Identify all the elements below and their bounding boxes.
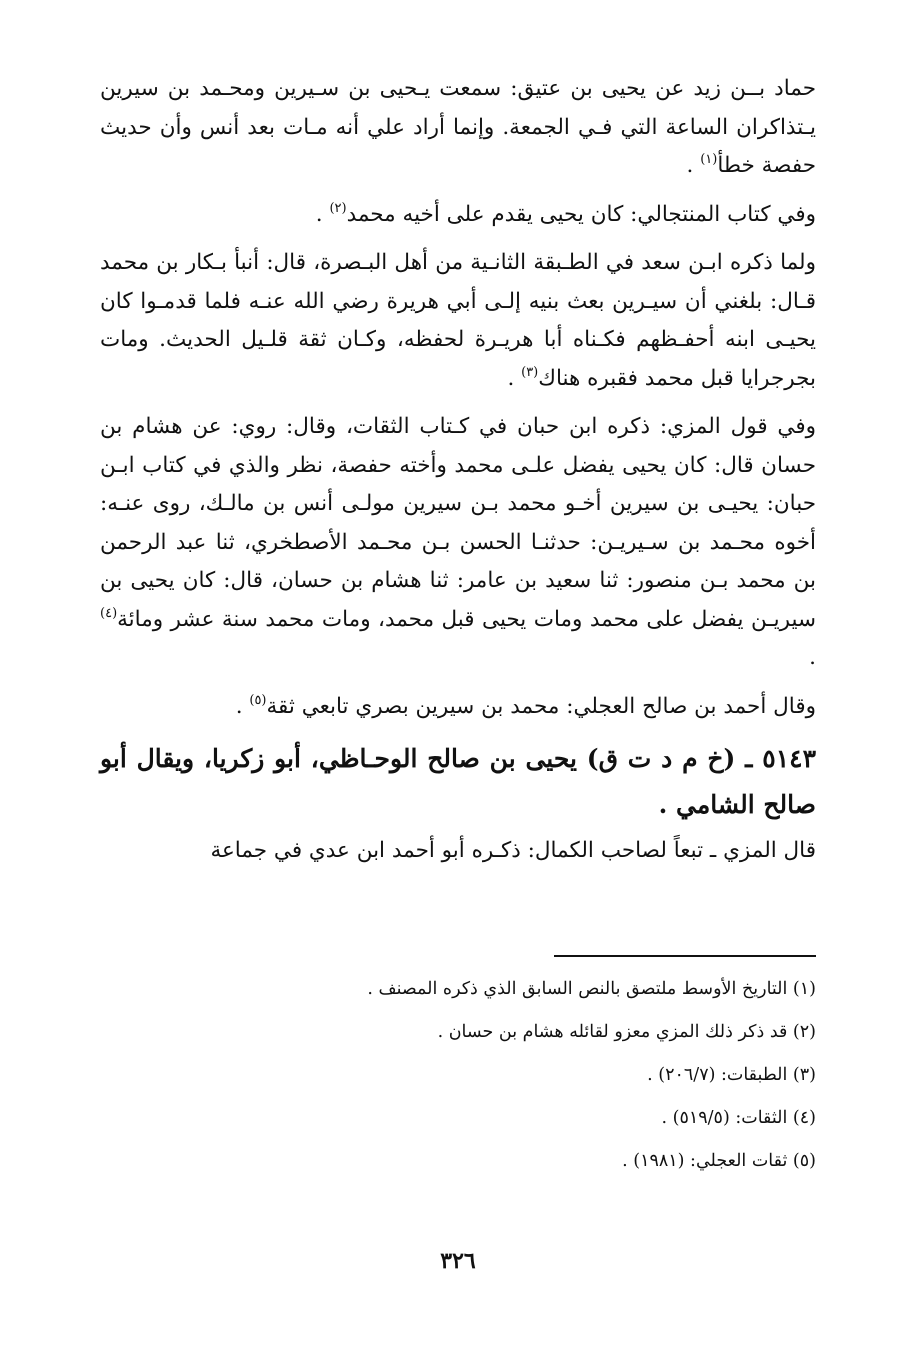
footnote-5: (٥) ثقات العجلي: (١٩٨١) . bbox=[622, 1151, 816, 1171]
footnote-ref-3[interactable]: (٣) bbox=[521, 364, 539, 380]
paragraph-text: وقال أحمد بن صالح العجلي: محمد بن سيرين بصري تابعي ثقة bbox=[266, 693, 816, 719]
footnote-divider bbox=[554, 955, 816, 957]
paragraph-end: . bbox=[315, 201, 330, 227]
footnote-1: (١) التاريخ الأوسط ملتصق بالنص السابق الذي ذكره المصنف . bbox=[367, 979, 816, 999]
footnote-ref-2[interactable]: (٢) bbox=[329, 200, 347, 216]
paragraph-ijli bbox=[100, 688, 816, 727]
paragraph-closing: قال المزي ـ تبعاً لصاحب الكمال: ذكـره أبو أحمد ابن عدي في جماعة bbox=[210, 838, 816, 863]
paragraph-hammad bbox=[100, 70, 816, 186]
footnotes-section bbox=[100, 968, 816, 1183]
paragraph-muntajali bbox=[100, 196, 816, 235]
footnote-ref-5[interactable]: (٥) bbox=[249, 692, 267, 708]
footnote-4: (٤) الثقات: (٥١٩/٥) . bbox=[661, 1108, 816, 1128]
footnote-ref-1[interactable]: (١) bbox=[700, 152, 718, 167]
paragraph-ibn-sad bbox=[100, 244, 816, 398]
paragraph-mizzi-ibn-hibban bbox=[100, 408, 816, 678]
paragraph-text: حماد بــن زيد عن يحيى بن عتيق: سمعت يـحيى بن سـيرين ومحـمد بن سيرين يـتذاكران الساعة التي فـي الجمعة. وإنما أراد علي أنه مـات بعد أنس وأن حديث حفصة خطأ bbox=[100, 76, 816, 178]
paragraph-end: . bbox=[686, 153, 701, 178]
paragraph-end: . bbox=[809, 645, 816, 670]
footnote-3: (٣) الطبقات: (٢٠٦/٧) . bbox=[647, 1065, 816, 1085]
footnote-2: (٢) قد ذكر ذلك المزي معزو لقائله هشام بن حسان . bbox=[437, 1022, 816, 1042]
paragraph-end: . bbox=[235, 693, 250, 719]
page-number: ٣٢٦ bbox=[440, 1248, 476, 1274]
footnote-ref-4[interactable]: (٤) bbox=[100, 605, 118, 621]
paragraph-end: . bbox=[507, 365, 522, 391]
paragraph-text: وفي قول المزي: ذكره ابن حبان في كـتاب الثقات، وقال: روي: عن هشام بن حسان قال: كان يحيى يفضل علـى محمد وأخته حفصة، نظر والذي في كتاب ابـن حبان: يحيـى بن سيرين أخـو محمد بـن سيرين مولـى أنس بن مالـك، روى عنـه: أخوه محـمد بن سـيريـن: حدثنـا الحسن بـن محـمد الأصطخري، ثنا عبد الرحمن بن محمد بـن منصور: ثنا سعيد بن عامر: ثنا هشام بن حسان، قال: كان يحيى بن سيريـن يفضل على محمد ومات يحيى قبل محمد، ومات محمد سنة عشر ومائة bbox=[100, 414, 816, 632]
paragraph-text: ولما ذكره ابـن سعد في الطـبقة الثانـية من أهل البـصرة، قال: أنبأ بـكار بن محمد قـال: بلغني أن سيـرين بعث بنيه إلـى أبي هريرة رضي الله عنـه فلما قدمـوا كان يحيـى ابنه أحفـظهم فكـناه أبا هريـرة لحفظه، وكـان ثقة قلـيل الحديث. ومات بجرجرايا قبل محمد فقبره هناك bbox=[100, 250, 816, 391]
paragraph-text: وفي كتاب المنتجالي: كان يحيى يقدم على أخيه محمد bbox=[346, 201, 816, 227]
page-body bbox=[100, 70, 816, 881]
entry-heading: ٥١٤٣ ـ (خ م د ت ق) يحيى بن صالح الوحـاظي، أبو زكريا، ويقال أبو صالح الشامي . bbox=[100, 744, 816, 819]
